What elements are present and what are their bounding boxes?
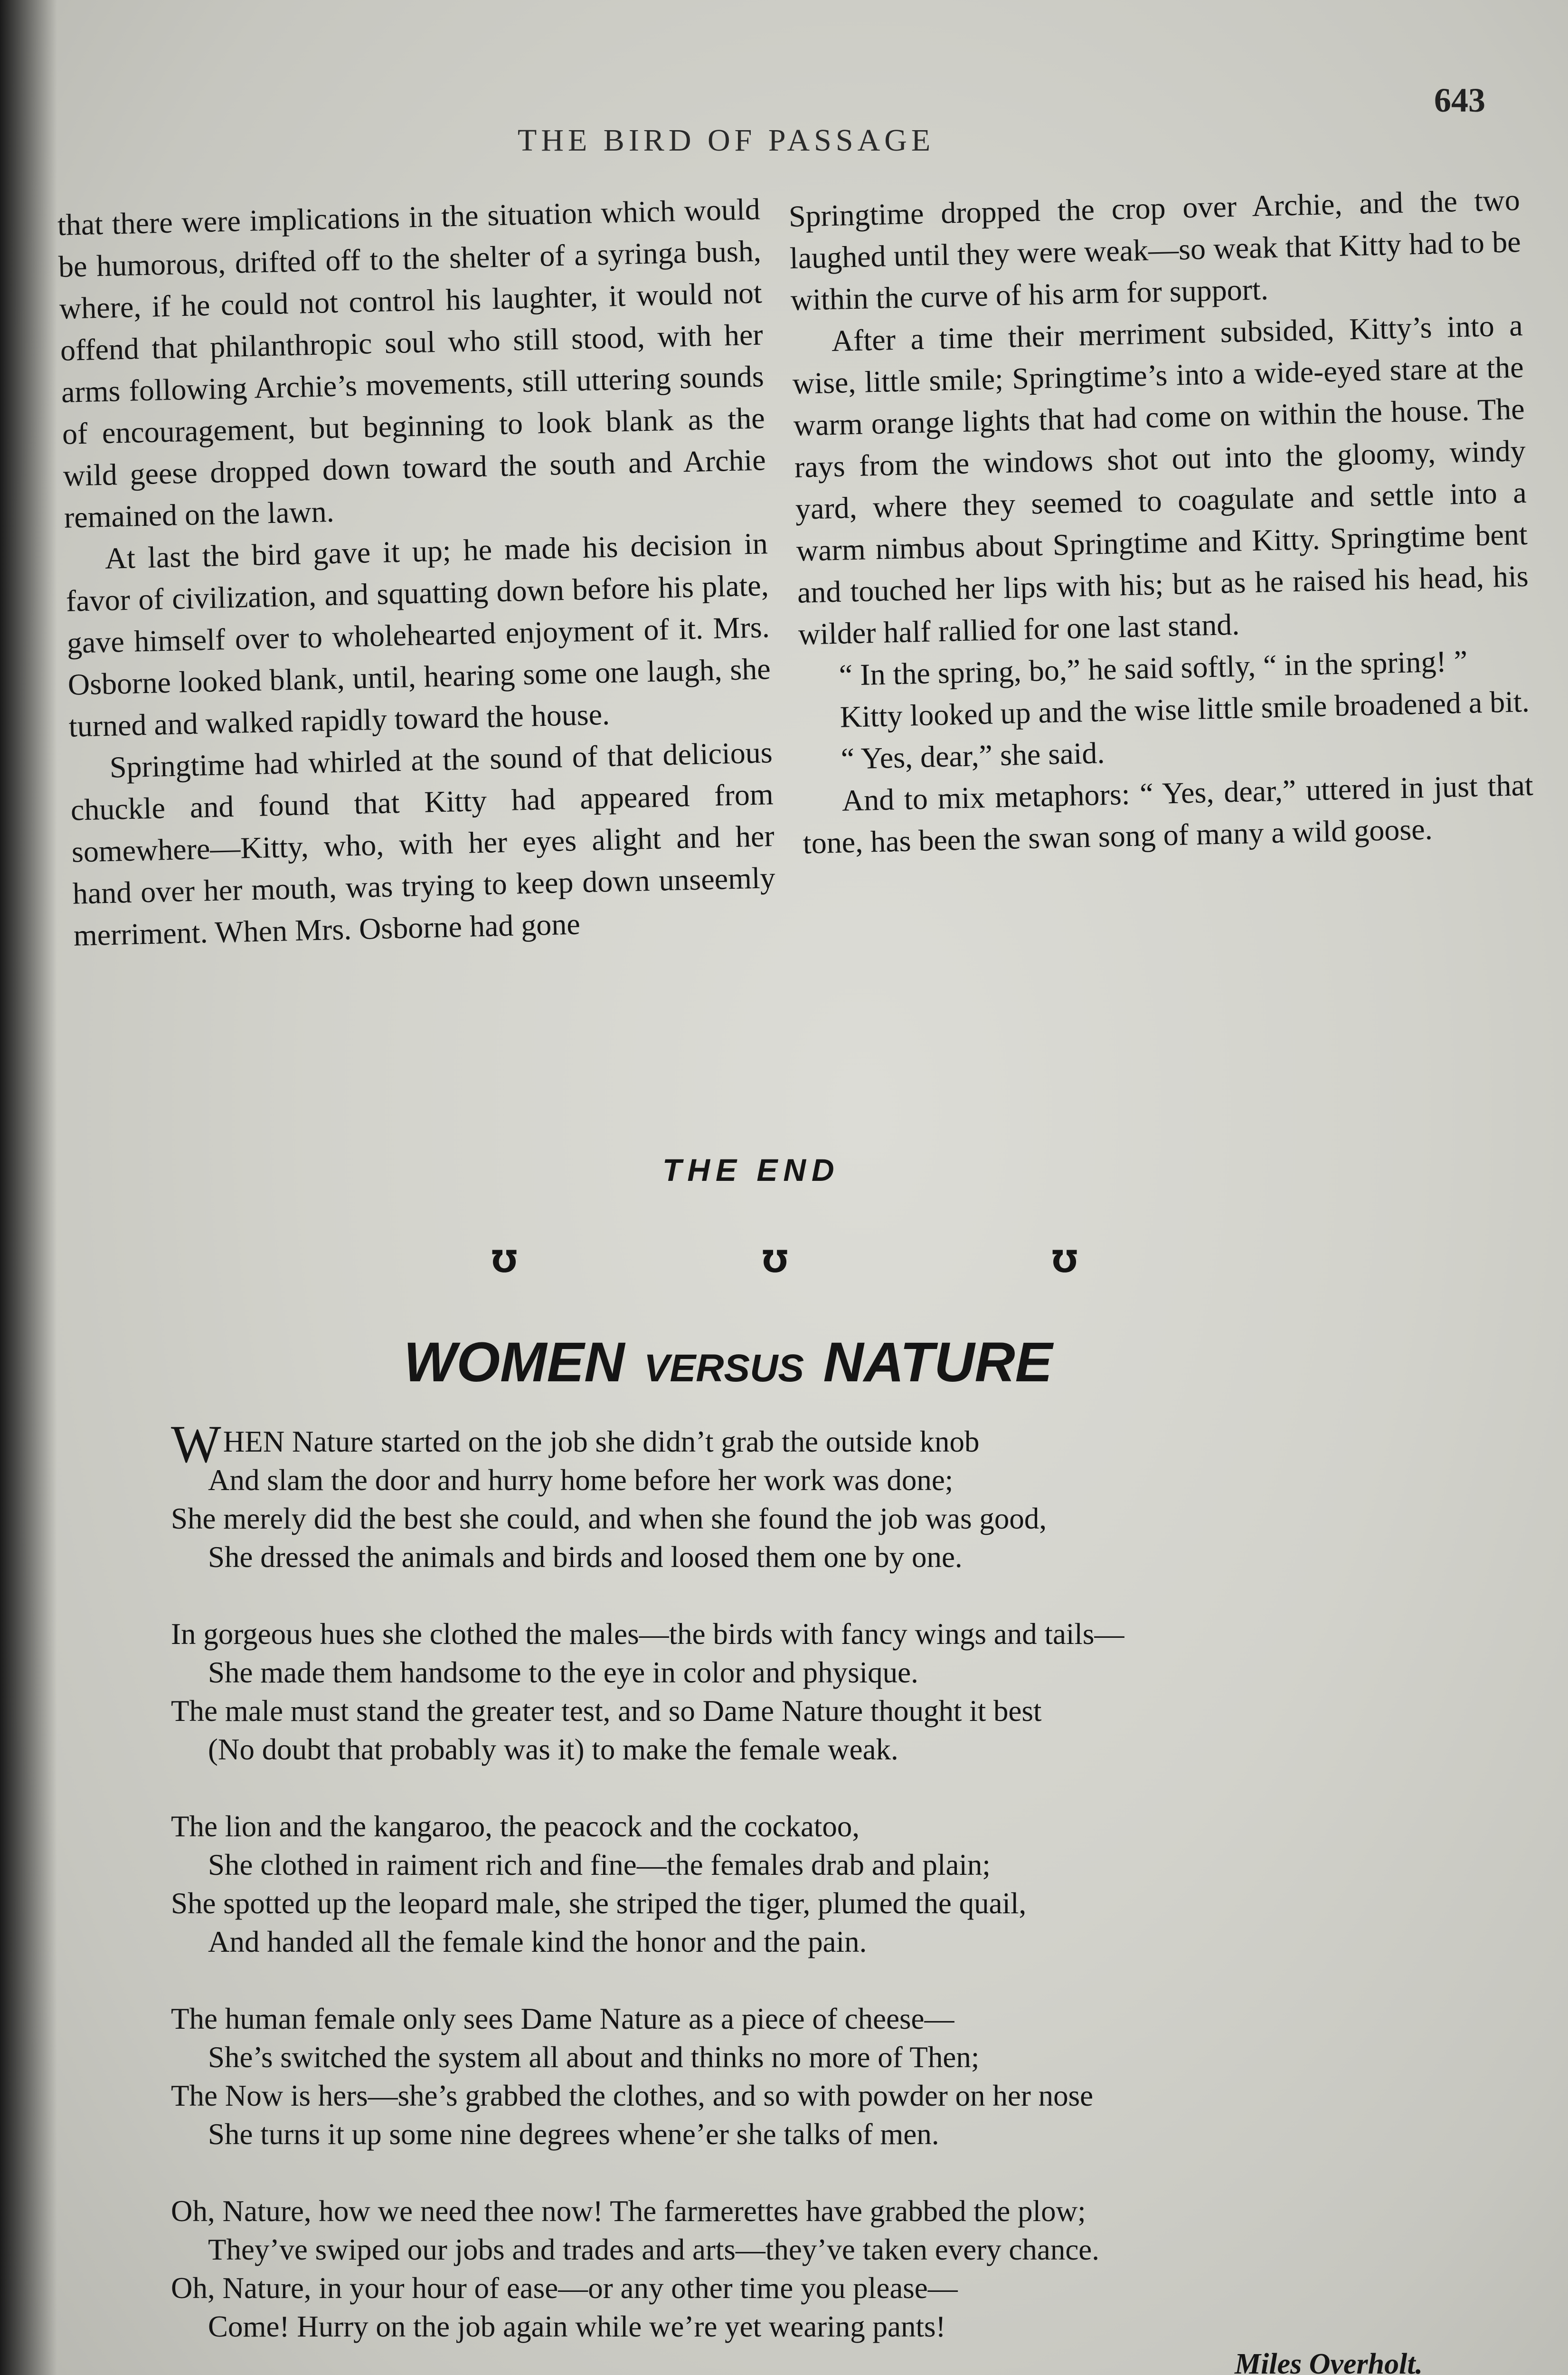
poem-line: And slam the door and hurry home before her work was done;	[208, 1463, 954, 1497]
poem-line: She turns it up some nine degrees whene’er she talks of men.	[208, 2118, 939, 2151]
poem-line: Come! Hurry on the job again while we’re yet wearing pants!	[208, 2310, 946, 2343]
poem-line: She’s switched the system all about and thinks no more of Then;	[208, 2041, 980, 2074]
poem-line: Oh, Nature, in your hour of ease—or any other time you please—	[171, 2271, 958, 2305]
poem-stanza	[171, 1615, 1548, 1769]
scan-shadow	[0, 0, 57, 2375]
poem-line: The human female only sees Dame Nature as a piece of cheese—	[171, 2002, 954, 2035]
poem-author: Miles Overholt.	[1235, 2348, 1423, 2375]
ornament-icon: ℧	[1052, 1244, 1078, 1280]
poem-line: (No doubt that probably was it) to make the female weak.	[208, 1733, 898, 1766]
story-paragraph: Springtime dropped the crop over Archie, and the two laughed until they were weak—so weak that Kitty had to be within the curve of his arm for support.	[788, 183, 1521, 317]
poem-line: In gorgeous hues she clothed the males—the birds with fancy wings and tails—	[171, 1617, 1124, 1651]
story-paragraph: that there were implications in the situation which would be humorous, drifted off to the shelter of a syringa bush, where, if he could not control his laughter, it would not offend that philanthropic soul who still stood, with her arms following Archie’s movements, still uttering sounds of encouragement, but beginning to look blank as the wild geese dropped down toward the south and Archie remained on the lawn.	[57, 192, 766, 534]
story-paragraph: At last the bird gave it up; he made his decision in favor of civilization, and squatting down before his plate, gave himself over to wholehearted enjoyment of it. Mrs. Osborne looked blank, until, hearing some one laugh, she turned and walked rapidly toward the house.	[66, 526, 771, 743]
poem-line: She dressed the animals and birds and loosed them one by one.	[208, 1540, 963, 1574]
poem-line: They’ve swiped our jobs and trades and arts—they’ve taken every chance.	[208, 2233, 1100, 2266]
poem-line: And handed all the female kind the honor and the pain.	[208, 1925, 867, 1958]
story-left-column	[57, 188, 777, 956]
ornament-icon: ℧	[491, 1244, 518, 1280]
story-right-column	[788, 179, 1535, 864]
drop-cap: W	[171, 1415, 221, 1474]
poem-title-versus: VERSUS	[643, 1347, 804, 1390]
poem-line-text: HEN Nature started on the job she didn’t grab the outside knob	[223, 1425, 980, 1458]
poem-line: The Now is hers—she’s grabbed the clothes, and so with powder on her nose	[171, 2079, 1094, 2112]
story-paragraph: “ Yes, dear,” she said.	[841, 736, 1105, 776]
ornament-icon: ℧	[762, 1244, 788, 1280]
poem-stanza	[171, 2192, 1548, 2346]
story-paragraph: After a time their merriment subsided, Kitty’s into a wise, little smile; Springtime’s into a wide-eyed stare at the warm orange lights that had come on within the house. The rays from the windows shot out into the gloomy, windy yard, where they seemed to coagulate and settle into a warm nimbus about Springtime and Kitty. Springtime bent and touched her lips with his; but as he raised his head, his wilder half rallied for one last stand.	[792, 308, 1529, 651]
poem-line	[171, 1415, 1548, 1474]
poem-title	[404, 1330, 1052, 1395]
poem-line: The lion and the kangaroo, the peacock and the cockatoo,	[171, 1810, 860, 1843]
poem-body	[171, 1415, 1548, 2375]
poem-stanza	[171, 2000, 1548, 2154]
story-paragraph: Springtime had whirled at the sound of that delicious chuckle and found that Kitty had appeared from somewhere—Kitty, who, with her eyes alight and her hand over her mouth, was trying to keep down unseemly merriment. When Mrs. Osborne had gone	[70, 735, 776, 952]
poem-line: The male must stand the greater test, and so Dame Nature thought it best	[171, 1694, 1042, 1728]
poem-line: Oh, Nature, how we need thee now! The farmerettes have grabbed the plow;	[171, 2194, 1086, 2228]
poem-title-women: WOMEN	[404, 1331, 625, 1394]
poem-title-nature: NATURE	[823, 1331, 1053, 1394]
poem-line: She spotted up the leopard male, she striped the tiger, plumed the quail,	[171, 1887, 1027, 1920]
running-head: THE BIRD OF PASSAGE	[518, 123, 935, 158]
story-paragraph: And to mix metaphors: “ Yes, dear,” uttered in just that tone, has been the swan song of many a wild goose.	[803, 768, 1534, 860]
page-number: 643	[1434, 81, 1485, 119]
story-paragraph: Kitty looked up and the wise little smile broadened a bit.	[840, 684, 1530, 734]
the-end-label: THE END	[662, 1152, 840, 1188]
poem-stanza	[171, 1415, 1548, 1577]
poem-line: She made them handsome to the eye in color and physique.	[208, 1656, 918, 1689]
poem-line: She clothed in raiment rich and fine—the females drab and plain;	[208, 1848, 991, 1881]
poem-stanza	[171, 1807, 1548, 1961]
poem-line: She merely did the best she could, and when she found the job was good,	[171, 1502, 1047, 1535]
story-paragraph: “ In the spring, bo,” he said softly, “ in the spring! ”	[839, 644, 1468, 692]
